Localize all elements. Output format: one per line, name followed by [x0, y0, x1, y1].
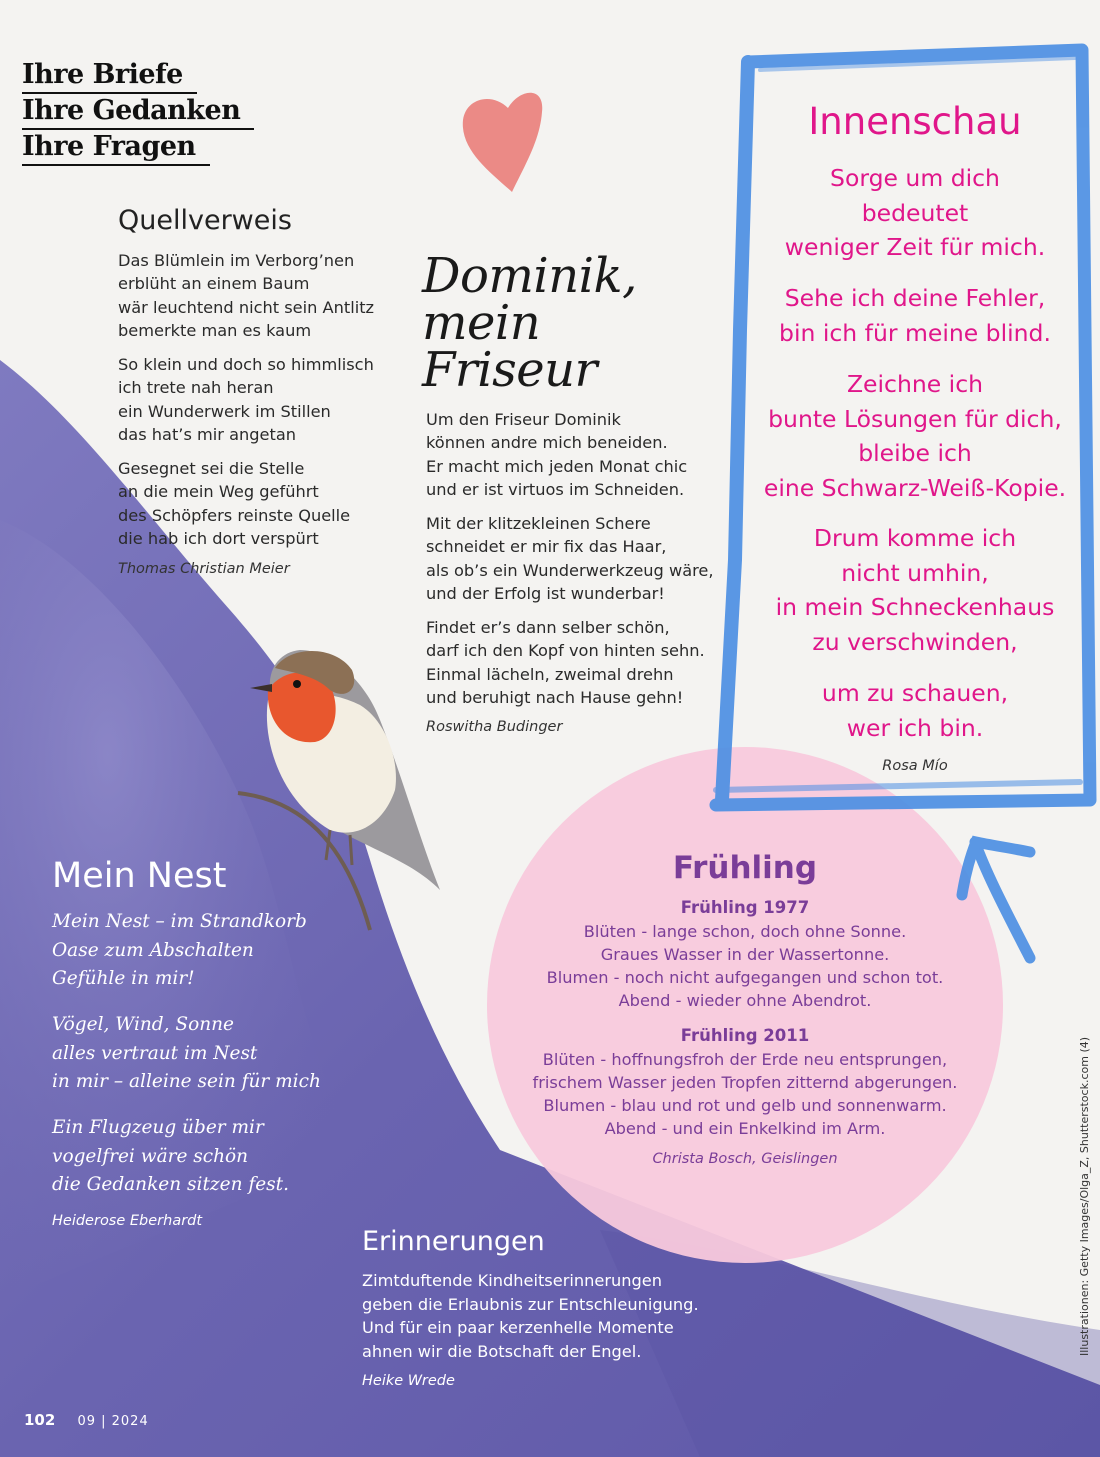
erinnerungen-author: Heike Wrede: [362, 1373, 455, 1389]
page-footer: [24, 1411, 149, 1429]
meinnest-title: Mein Nest: [52, 856, 227, 896]
innenschau-title: Innenschau: [808, 100, 1022, 143]
header-ihre-fragen[interactable]: Ihre Fragen: [22, 130, 210, 166]
innenschau-stanza-1: Sorge um dich bedeutet weniger Zeit für mich.: [784, 164, 1046, 261]
fruehling-1977-subtitle: Frühling 1977: [680, 898, 810, 917]
header-ihre-gedanken[interactable]: Ihre Gedanken: [22, 94, 254, 130]
page-number: 102: [24, 1411, 56, 1429]
heart-decoration: [463, 93, 542, 192]
fruehling-2011-subtitle: Frühling 2011: [680, 1026, 810, 1045]
dominik-author: Roswitha Budinger: [426, 719, 563, 735]
innenschau-author: Rosa Mío: [882, 758, 948, 774]
quellverweis-stanza-3: Gesegnet sei die Stelle an die mein Weg geführt des Schöpfers reinste Quelle die hab ich dort verspürt: [118, 459, 351, 549]
quellverweis-stanza-1: Das Blümlein im Verborg’nen erblüht an einem Baum wär leuchtend nicht sein Antlitz bemerkte man es kaum: [118, 251, 375, 341]
dominik-stanza-2: Mit der klitzekleinen Schere schneidet er mir fix das Haar, als ob’s ein Wunderwerkzeug wäre, und der Erfolg ist wunderbar!: [426, 514, 714, 604]
meinnest-author: Heiderose Eberhardt: [52, 1213, 203, 1229]
meinnest-stanza-2: Vögel, Wind, Sonne alles vertraut im Nest in mir – alleine sein für mich: [52, 1014, 321, 1092]
quellverweis-author: Thomas Christian Meier: [118, 561, 290, 577]
innenschau-stanza-4: Drum komme ich nicht umhin, in mein Schneckenhaus zu verschwinden,: [775, 524, 1055, 656]
illustration-credit: Illustrationen: Getty Images/Olga_Z, Shutterstock.com (4): [1078, 1036, 1091, 1356]
meinnest-stanza-1: Mein Nest – im Strandkorb Oase zum Abschalten Gefühle in mir!: [52, 911, 307, 989]
header-ihre-briefe[interactable]: Ihre Briefe: [22, 58, 197, 94]
innenschau-stanza-3: Zeichne ich bunte Lösungen für dich, bleibe ich eine Schwarz-Weiß-Kopie.: [763, 370, 1067, 502]
fruehling-1977-text: Blüten - lange schon, doch ohne Sonne. Graues Wasser in der Wassertonne. Blumen - noch nicht aufgegangen und schon tot. Abend - wieder ohne Abendrot.: [546, 922, 944, 1010]
quellverweis-stanza-2: So klein und doch so himmlisch ich trete nah heran ein Wunderwerk im Stillen das hat’s mir angetan: [118, 355, 374, 445]
fruehling-2011-text: Blüten - hoffnungsfroh der Erde neu entsprungen, frischem Wasser jeden Tropfen zitternd abgerungen. Blumen - blau und rot und gelb und sonnenwarm. Abend - und ein Enkelkind im Arm.: [532, 1050, 958, 1138]
erinnerungen-text: Zimtduftende Kindheitserinnerungen geben die Erlaubnis zur Entschleunigung. Und für ein paar kerzenhelle Momente ahnen wir die Botschaft der Engel.: [362, 1271, 699, 1361]
dominik-stanza-1: Um den Friseur Dominik können andre mich beneiden. Er macht mich jeden Monat chic und er ist virtuos im Schneiden.: [426, 410, 688, 500]
innenschau-stanza-5: um zu schauen, wer ich bin.: [821, 679, 1009, 742]
fruehling-title: Frühling: [672, 850, 818, 886]
quellverweis-title: Quellverweis: [118, 205, 292, 236]
issue-label: 09 | 2024: [77, 1414, 149, 1429]
innenschau-stanza-2: Sehe ich deine Fehler, bin ich für meine blind.: [779, 284, 1051, 347]
meinnest-stanza-3: Ein Flugzeug über mir vogelfrei wäre schön die Gedanken sitzen fest.: [52, 1117, 289, 1195]
dominik-title: Dominik, mein Friseur: [422, 248, 637, 398]
erinnerungen-title: Erinnerungen: [362, 1226, 545, 1257]
fruehling-author: Christa Bosch, Geislingen: [652, 1151, 838, 1167]
dominik-stanza-3: Findet er’s dann selber schön, darf ich den Kopf von hinten sehn. Einmal lächeln, zweimal drehn und beruhigt nach Hause gehn!: [426, 618, 705, 708]
